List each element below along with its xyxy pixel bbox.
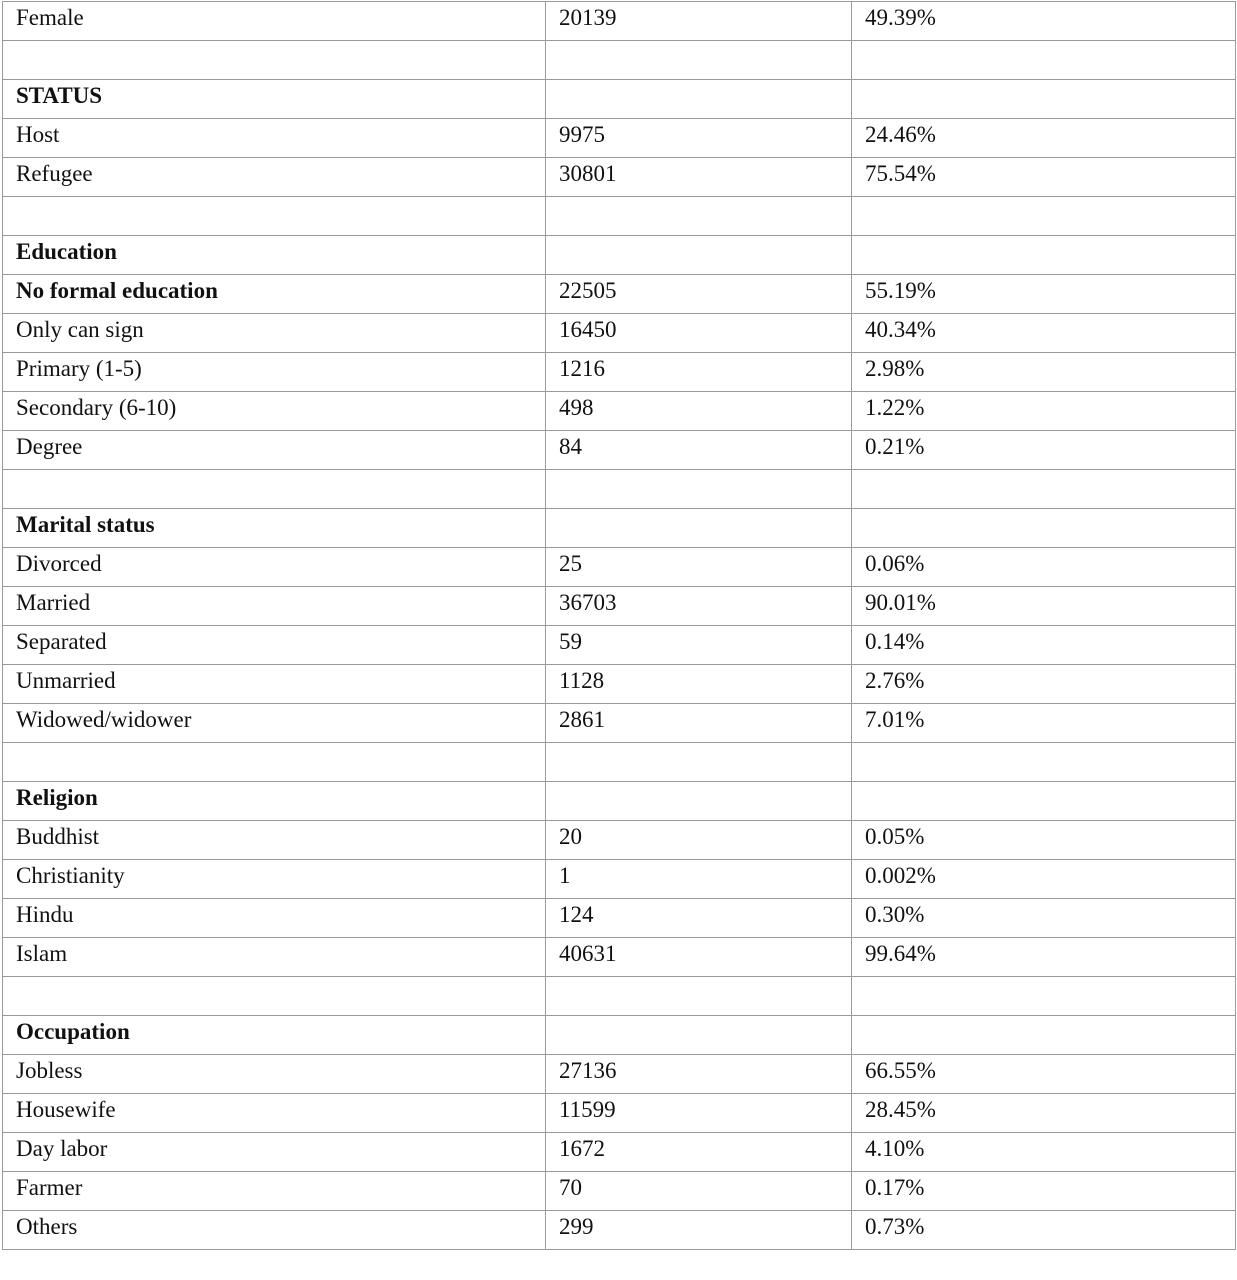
category-cell: Married (3, 587, 546, 626)
table-row (3, 548, 1236, 587)
category-cell: Day labor (3, 1133, 546, 1172)
category-cell: Housewife (3, 1094, 546, 1133)
percent-cell: 99.64% (852, 938, 1236, 977)
percent-cell: 0.05% (852, 821, 1236, 860)
demographics-table (2, 1, 1236, 1250)
percent-cell (852, 743, 1236, 782)
category-cell (3, 470, 546, 509)
category-cell: Degree (3, 431, 546, 470)
count-cell (546, 782, 852, 821)
category-cell: Islam (3, 938, 546, 977)
percent-cell: 24.46% (852, 119, 1236, 158)
percent-cell: 40.34% (852, 314, 1236, 353)
category-cell: Divorced (3, 548, 546, 587)
category-cell: Occupation (3, 1016, 546, 1055)
percent-cell: 7.01% (852, 704, 1236, 743)
count-cell (546, 1016, 852, 1055)
table-row (3, 2, 1236, 41)
count-cell (546, 977, 852, 1016)
table-row (3, 821, 1236, 860)
table-row (3, 1172, 1236, 1211)
category-cell: Unmarried (3, 665, 546, 704)
category-cell: Host (3, 119, 546, 158)
category-cell: Farmer (3, 1172, 546, 1211)
section-header-row (3, 236, 1236, 275)
count-cell (546, 197, 852, 236)
table-row (3, 1094, 1236, 1133)
count-cell (546, 509, 852, 548)
spacer-row (3, 743, 1236, 782)
table-row (3, 1133, 1236, 1172)
section-header-row (3, 1016, 1236, 1055)
category-cell (3, 977, 546, 1016)
table-row (3, 275, 1236, 314)
percent-cell: 0.14% (852, 626, 1236, 665)
percent-cell: 90.01% (852, 587, 1236, 626)
category-cell: Widowed/widower (3, 704, 546, 743)
category-cell: Primary (1-5) (3, 353, 546, 392)
count-cell: 36703 (546, 587, 852, 626)
table-row (3, 119, 1236, 158)
table-row (3, 158, 1236, 197)
table-row (3, 392, 1236, 431)
count-cell: 20 (546, 821, 852, 860)
section-header-row (3, 80, 1236, 119)
count-cell: 1672 (546, 1133, 852, 1172)
percent-cell: 0.73% (852, 1211, 1236, 1250)
spacer-row (3, 197, 1236, 236)
percent-cell: 0.002% (852, 860, 1236, 899)
percent-cell (852, 1016, 1236, 1055)
percent-cell: 0.06% (852, 548, 1236, 587)
percent-cell: 4.10% (852, 1133, 1236, 1172)
category-cell: Separated (3, 626, 546, 665)
count-cell: 16450 (546, 314, 852, 353)
count-cell: 9975 (546, 119, 852, 158)
table-row (3, 704, 1236, 743)
table-row (3, 431, 1236, 470)
count-cell: 498 (546, 392, 852, 431)
category-cell: Refugee (3, 158, 546, 197)
percent-cell (852, 509, 1236, 548)
category-cell: Jobless (3, 1055, 546, 1094)
table-row (3, 665, 1236, 704)
count-cell: 1128 (546, 665, 852, 704)
category-cell: No formal education (3, 275, 546, 314)
table-row (3, 626, 1236, 665)
category-cell: Marital status (3, 509, 546, 548)
category-cell: Secondary (6-10) (3, 392, 546, 431)
count-cell (546, 41, 852, 80)
spacer-row (3, 470, 1236, 509)
count-cell: 11599 (546, 1094, 852, 1133)
count-cell: 30801 (546, 158, 852, 197)
count-cell: 20139 (546, 2, 852, 41)
count-cell (546, 236, 852, 275)
table-row (3, 899, 1236, 938)
category-cell: Christianity (3, 860, 546, 899)
percent-cell: 0.30% (852, 899, 1236, 938)
table-row (3, 353, 1236, 392)
spacer-row (3, 977, 1236, 1016)
percent-cell: 28.45% (852, 1094, 1236, 1133)
category-cell: Religion (3, 782, 546, 821)
percent-cell: 55.19% (852, 275, 1236, 314)
percent-cell (852, 782, 1236, 821)
table-row (3, 1055, 1236, 1094)
table-row (3, 1211, 1236, 1250)
count-cell: 40631 (546, 938, 852, 977)
section-header-row (3, 782, 1236, 821)
percent-cell: 0.21% (852, 431, 1236, 470)
category-cell (3, 41, 546, 80)
table-row (3, 938, 1236, 977)
table-row (3, 314, 1236, 353)
section-header-row (3, 509, 1236, 548)
category-cell: Others (3, 1211, 546, 1250)
percent-cell (852, 236, 1236, 275)
count-cell: 124 (546, 899, 852, 938)
table-row (3, 860, 1236, 899)
table-body (3, 2, 1236, 1250)
count-cell: 59 (546, 626, 852, 665)
percent-cell (852, 197, 1236, 236)
percent-cell: 75.54% (852, 158, 1236, 197)
count-cell: 299 (546, 1211, 852, 1250)
count-cell (546, 743, 852, 782)
category-cell: Education (3, 236, 546, 275)
count-cell: 27136 (546, 1055, 852, 1094)
count-cell: 70 (546, 1172, 852, 1211)
percent-cell: 2.76% (852, 665, 1236, 704)
category-cell: Hindu (3, 899, 546, 938)
percent-cell: 1.22% (852, 392, 1236, 431)
count-cell: 22505 (546, 275, 852, 314)
count-cell: 2861 (546, 704, 852, 743)
percent-cell (852, 470, 1236, 509)
category-cell (3, 197, 546, 236)
count-cell (546, 470, 852, 509)
percent-cell: 0.17% (852, 1172, 1236, 1211)
category-cell (3, 743, 546, 782)
percent-cell: 2.98% (852, 353, 1236, 392)
count-cell (546, 80, 852, 119)
category-cell: STATUS (3, 80, 546, 119)
spacer-row (3, 41, 1236, 80)
category-cell: Only can sign (3, 314, 546, 353)
percent-cell (852, 41, 1236, 80)
percent-cell (852, 977, 1236, 1016)
table-row (3, 587, 1236, 626)
category-cell: Buddhist (3, 821, 546, 860)
count-cell: 1216 (546, 353, 852, 392)
percent-cell: 66.55% (852, 1055, 1236, 1094)
count-cell: 25 (546, 548, 852, 587)
count-cell: 1 (546, 860, 852, 899)
percent-cell (852, 80, 1236, 119)
count-cell: 84 (546, 431, 852, 470)
percent-cell: 49.39% (852, 2, 1236, 41)
category-cell: Female (3, 2, 546, 41)
